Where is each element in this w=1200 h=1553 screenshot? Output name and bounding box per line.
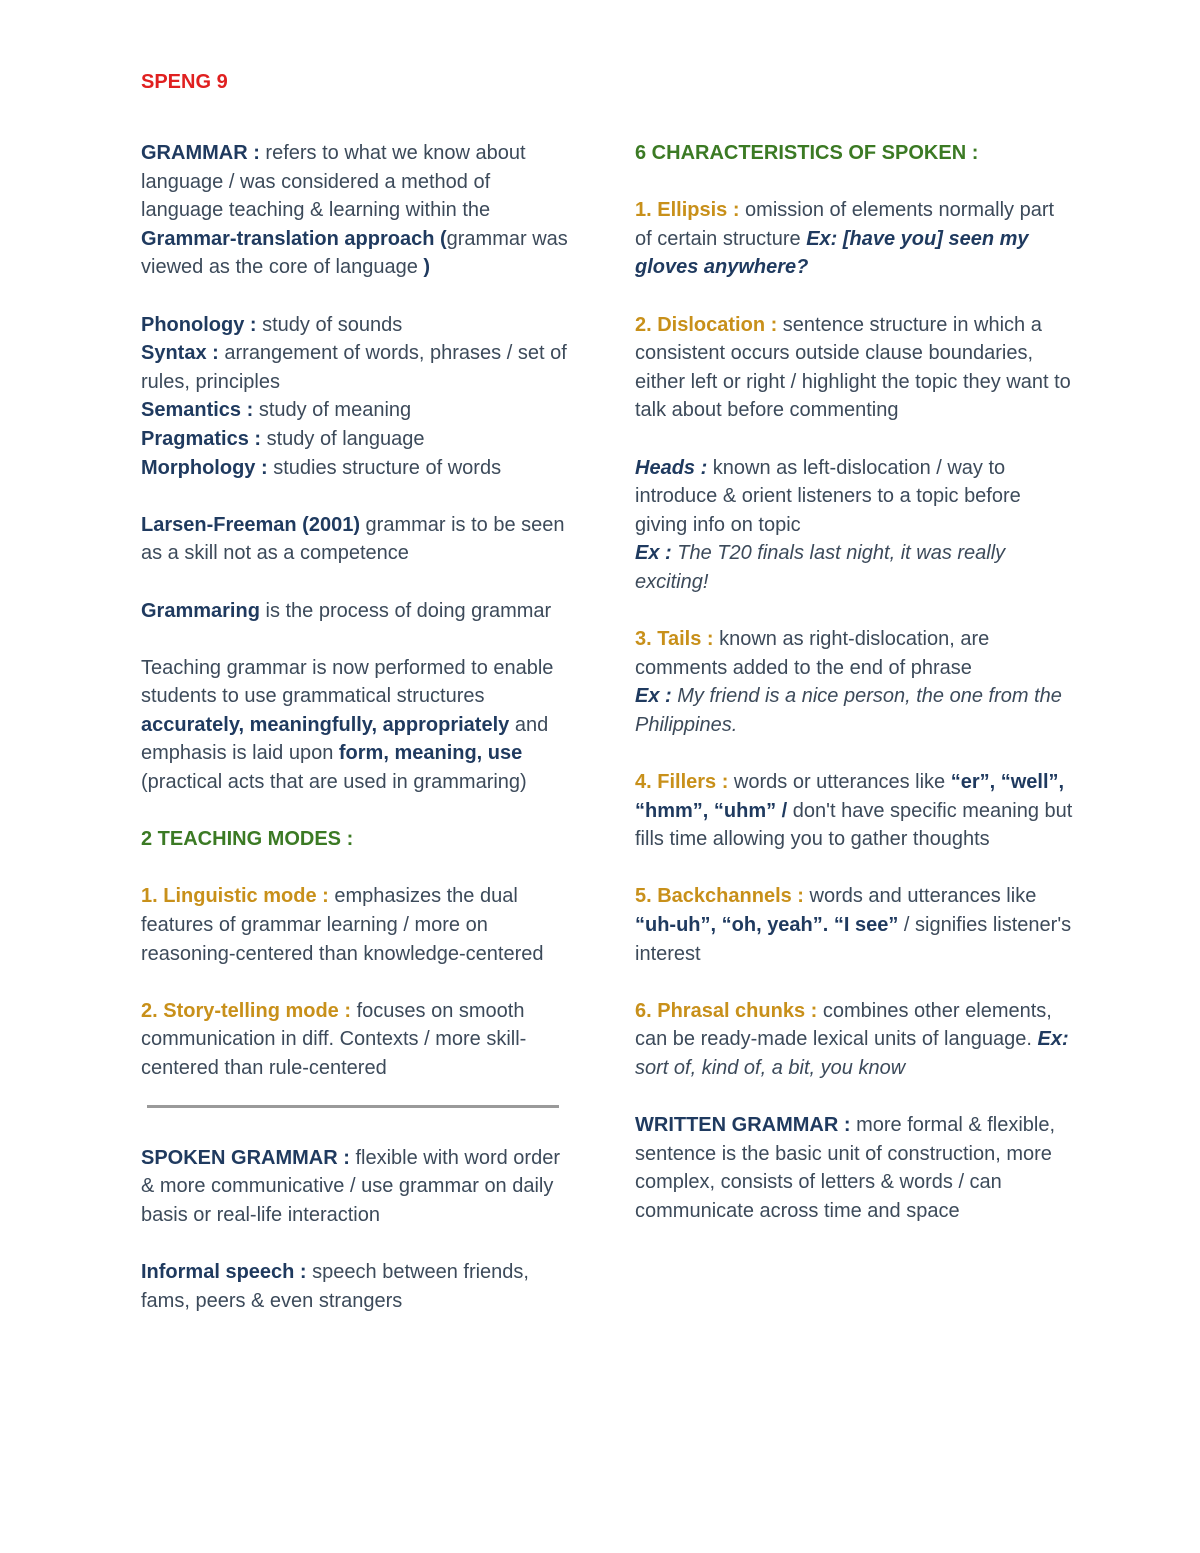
definition-list (141, 311, 571, 483)
chunks-example-text: sort of, kind of, a bit, you know (635, 1057, 906, 1079)
dislocation-text: sentence structure in which a consistent occurs outside clause boundaries, either left or right / highlight the topic they want to talk about before commenting (635, 313, 1071, 422)
definition-item (141, 311, 571, 340)
document-title: SPENG 9 (141, 71, 228, 93)
written-grammar-definition (635, 1111, 1075, 1225)
grammar-text-2: grammar was viewed as the core of language (141, 227, 568, 279)
tails-example-text: My friend is a nice person, the one from the Philippines. (635, 685, 1062, 736)
tails-item (635, 625, 1075, 739)
horizontal-divider (147, 1105, 559, 1108)
grammar-term: GRAMMAR : (141, 142, 260, 164)
grammaring-note (141, 597, 571, 626)
definition-term: Syntax : (141, 342, 219, 365)
grammar-definition (141, 139, 571, 282)
teaching-text-1: Teaching grammar is now performed to enable students to use grammatical structures (141, 656, 554, 708)
heads-item (635, 454, 1075, 597)
spoken-term: SPOKEN GRAMMAR : (141, 1146, 350, 1169)
grammar-text-1: refers to what we know about language / was considered a method of language teaching & learning within the (141, 142, 526, 222)
fillers-item (635, 768, 1075, 854)
backchannels-item (635, 882, 1075, 968)
backchannels-text: words and utterances like (803, 885, 1037, 908)
backchannels-quotes: “uh-uh”, “oh, yeah”. “I see” (635, 914, 899, 937)
larsen-freeman-note (141, 511, 571, 568)
teaching-paragraph (141, 654, 571, 797)
spoken-text: flexible with word order & more communicative / use grammar on daily basis or real-life interaction (141, 1146, 560, 1226)
teaching-text-2: and emphasis is laid upon (141, 713, 549, 765)
spoken-grammar-definition (141, 1144, 571, 1230)
larsen-term: Larsen-Freeman (2001) (141, 513, 360, 536)
grammar-close: ) (423, 256, 431, 279)
fillers-text: words or utterances like (728, 771, 951, 794)
teaching-text-3: (practical acts that are used in grammaring) (141, 771, 527, 794)
ellipsis-text: omission of elements normally part of certain structure (635, 199, 1055, 250)
dislocation-item (635, 311, 1075, 425)
definition-text: study of language (261, 427, 425, 450)
teaching-bold-1: accurately, meaningfully, appropriately (141, 713, 510, 736)
informal-term: Informal speech : (141, 1260, 307, 1283)
characteristics-heading: 6 CHARACTERISTICS OF SPOKEN : (635, 142, 979, 164)
ellipsis-item (635, 196, 1075, 282)
definition-item (141, 425, 571, 454)
phrasal-chunks-item (635, 997, 1075, 1083)
grammar-approach: Grammar-translation approach ( (141, 227, 447, 250)
chunks-example-label: Ex: (1037, 1028, 1069, 1051)
definition-term: Semantics : (141, 399, 254, 422)
chunks-text: combines other elements, can be ready-made lexical units of language. (635, 999, 1052, 1051)
ellipsis-example: Ex: [have you] seen my gloves anywhere? (635, 227, 1029, 279)
definition-text: study of sounds (256, 313, 403, 336)
heads-example-label: Ex : (635, 542, 672, 565)
backchannels-text-2: / signifies listener's interest (635, 914, 1072, 965)
mode-item (141, 997, 571, 1083)
fillers-term: 4. Fillers : (635, 771, 729, 794)
left-column (141, 139, 571, 1344)
teaching-bold-2: form, meaning, use (338, 742, 523, 765)
mode-text: emphasizes the dual features of grammar learning / more on reasoning-centered than knowledge-centered (141, 885, 544, 965)
backchannels-term: 5. Backchannels : (635, 885, 804, 908)
right-column (635, 139, 1075, 1254)
fillers-text-2: don't have specific meaning but fills time allowing you to gather thoughts (635, 799, 1073, 851)
informal-text: speech between friends, fams, peers & even strangers (141, 1260, 529, 1312)
tails-text: known as right-dislocation, are comments added to the end of phrase (635, 628, 990, 679)
definition-item (141, 396, 571, 425)
definition-item (141, 454, 571, 483)
written-term: WRITTEN GRAMMAR : (635, 1114, 851, 1137)
heads-example-text: The T20 finals last night, it was really exciting! (635, 542, 1006, 593)
definition-text: study of meaning (253, 399, 412, 422)
definition-term: Pragmatics : (141, 427, 262, 450)
mode-term: 2. Story-telling mode : (141, 999, 352, 1022)
teaching-modes-heading: 2 TEACHING MODES : (141, 828, 354, 851)
grammaring-text: is the process of doing grammar (259, 599, 552, 622)
definition-text: studies structure of words (267, 456, 502, 479)
mode-term: 1. Linguistic mode : (141, 885, 329, 908)
dislocation-term: 2. Dislocation : (635, 313, 778, 336)
ellipsis-term: 1. Ellipsis : (635, 199, 740, 222)
informal-speech-definition (141, 1258, 571, 1315)
tails-term: 3. Tails : (635, 628, 714, 651)
definition-term: Morphology : (141, 456, 268, 479)
chunks-term: 6. Phrasal chunks : (635, 999, 818, 1022)
written-text: more formal & flexible, sentence is the basic unit of construction, more complex, consists of letters & words / can communicate across time and space (635, 1114, 1056, 1222)
definition-item (141, 339, 571, 396)
heads-term: Heads : (635, 456, 708, 479)
grammaring-term: Grammaring (141, 599, 260, 622)
tails-example-label: Ex : (635, 685, 672, 708)
mode-text: focuses on smooth communication in diff. Contexts / more skill-centered than rule-centered (141, 999, 527, 1079)
definition-term: Phonology : (141, 313, 257, 336)
fillers-quotes: “er”, “well”, “hmm”, “uhm” / (635, 771, 1065, 822)
mode-item (141, 882, 571, 968)
definition-text: arrangement of words, phrases / set of rules, principles (141, 342, 567, 393)
heads-text: known as left-dislocation / way to introduce & orient listeners to a topic before giving info on topic (635, 456, 1021, 536)
larsen-text: grammar is to be seen as a skill not as a competence (141, 513, 565, 565)
